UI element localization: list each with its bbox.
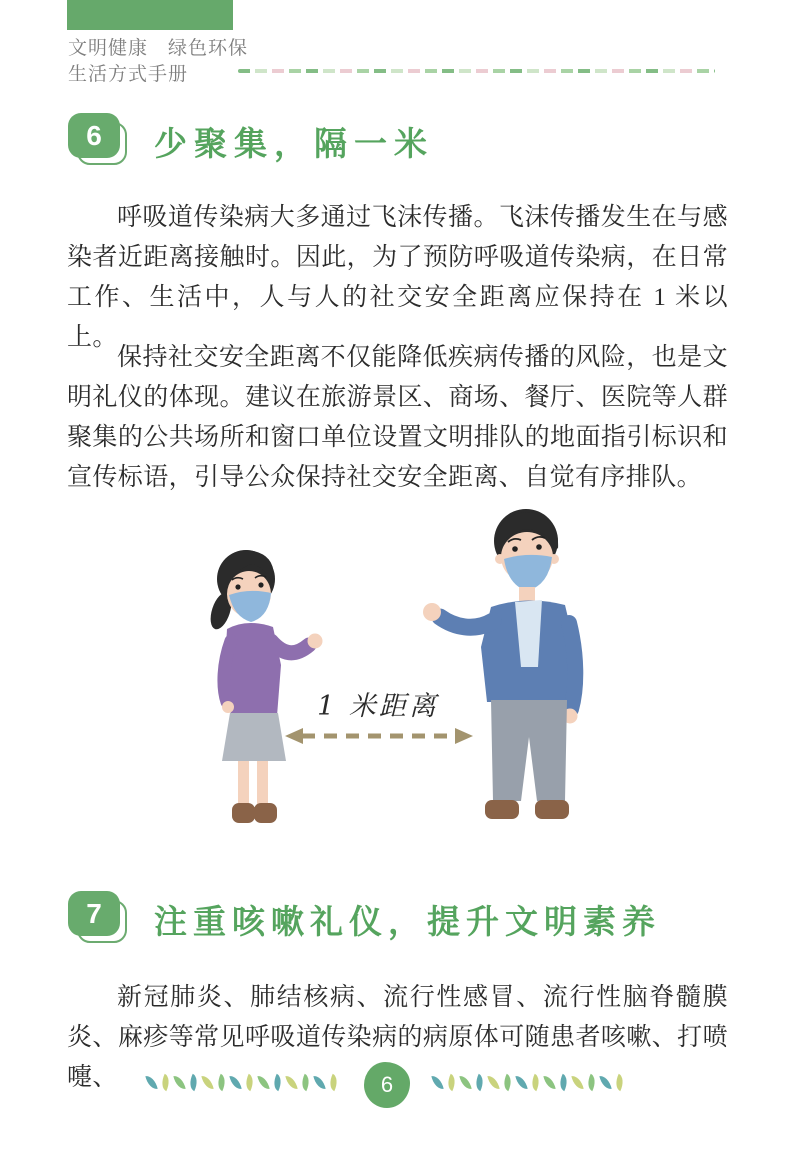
leaf-icon <box>599 1074 611 1091</box>
section-6-title: 少聚集，隔一米 <box>154 124 434 162</box>
distance-label: 1 米距离 <box>317 691 439 722</box>
footer-leaf-row-left <box>147 1073 338 1091</box>
leaf-icon <box>515 1074 527 1091</box>
top-green-bar <box>67 0 233 30</box>
leaf-icon <box>173 1074 185 1091</box>
leaf-icon <box>472 1073 487 1090</box>
man-figure <box>423 509 578 819</box>
woman-mask-icon <box>229 591 271 622</box>
booklet-title-line2: 生活方式手册 <box>68 64 189 85</box>
section-6-heading <box>68 113 434 169</box>
leaf-icon <box>571 1074 583 1091</box>
page-number-badge: 6 <box>364 1062 410 1108</box>
footer-leaf-row-right <box>433 1073 624 1091</box>
leaf-icon <box>444 1073 459 1090</box>
woman-figure <box>207 550 323 823</box>
leaf-icon <box>214 1073 229 1090</box>
booklet-header <box>68 36 248 88</box>
section-6-paragraph-2: 保持社交安全距离不仅能降低疾病传播的风险，也是文明礼仪的体现。建议在旅游景区、商场、餐厅、医院等人群聚集的公共场所和窗口单位设置文明排队的地面指引标识和宣传标语，引导公众保持社交安全距离、自觉有序排队。 <box>67 344 728 491</box>
leaf-icon <box>556 1073 571 1090</box>
man-mask-icon <box>504 555 552 591</box>
leaf-icon <box>242 1073 257 1090</box>
section-6-paragraph-1: 呼吸道传染病大多通过飞沫传播。飞沫传播发生在与感染者近距离接触时。因此，为了预防呼吸道传染病，在日常工作、生活中，人与人的社交安全距离应保持在 1 米以上。 <box>67 204 728 351</box>
leaf-icon <box>229 1074 241 1091</box>
leaf-icon <box>487 1074 499 1091</box>
leaf-icon <box>186 1073 201 1090</box>
section-7-heading <box>68 891 661 947</box>
leaf-icon <box>158 1073 173 1090</box>
decorative-dash-line <box>238 69 715 73</box>
leaf-icon <box>201 1074 213 1091</box>
leaf-icon <box>500 1073 515 1090</box>
leaf-icon <box>528 1073 543 1090</box>
leaf-icon <box>285 1074 297 1091</box>
leaf-icon <box>270 1073 285 1090</box>
social-distance-illustration <box>185 495 615 850</box>
section-7-title: 注重咳嗽礼仪，提升文明素养 <box>154 902 661 940</box>
section-7-paragraph-1: 新冠肺炎、肺结核病、流行性感冒、流行性脑脊髓膜炎、麻疹等常见呼吸道传染病的病原体可随患者咳嗽、打喷嚏、 <box>67 984 728 1091</box>
section-7-number-badge <box>68 891 132 947</box>
leaf-icon <box>459 1074 471 1091</box>
section-6-number: 6 <box>68 113 120 158</box>
leaf-icon <box>313 1074 325 1091</box>
leaf-icon <box>431 1074 443 1091</box>
leaf-icon <box>298 1073 313 1090</box>
leaf-icon <box>584 1073 599 1090</box>
leaf-icon <box>145 1074 157 1091</box>
leaf-icon <box>257 1074 269 1091</box>
section-7-number: 7 <box>68 891 120 936</box>
section-6-number-badge <box>68 113 132 169</box>
leaf-icon <box>543 1074 555 1091</box>
distance-arrow-icon <box>285 728 473 744</box>
booklet-title-line1: 文明健康 绿色环保 <box>68 38 249 59</box>
